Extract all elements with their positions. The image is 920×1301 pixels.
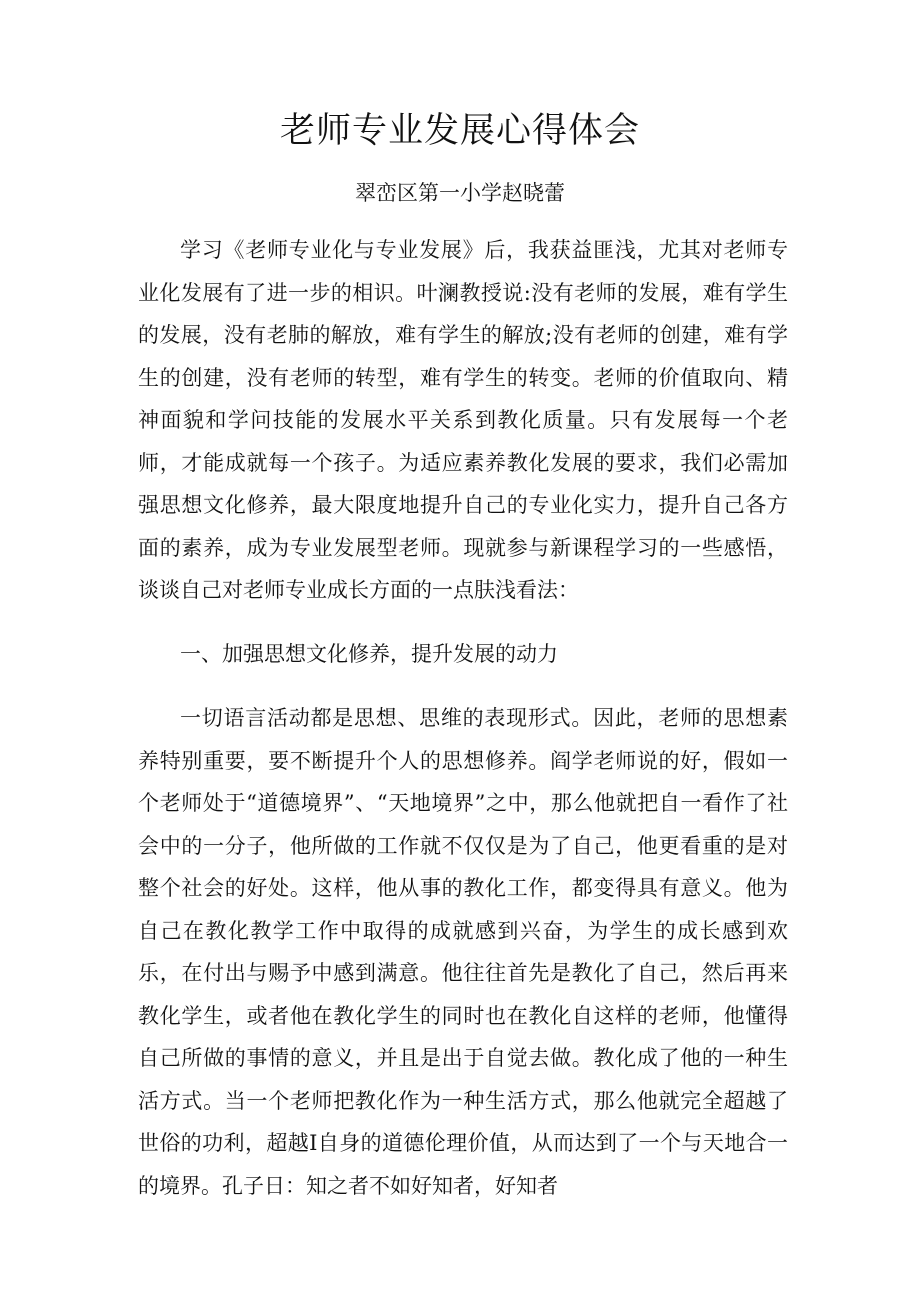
author-line: 翠峦区第一小学赵晓蕾 (355, 181, 565, 205)
paragraph-section-1: 一切语言活动都是思想、思维的表现形式。因此，老师的思想素养特别重要，要不断提升个人的思想修养。阎学老师说的好，假如一个老师处于“道德境界”、“天地境界”之中，那么他就把自一看作了社会中的一分子，他所做的工作就不仅仅是为了自己，他更看重的是对整个社会的好处。这样，他从事的教化工作，都变得具有意义。他为自己在教化教学工作中取得的成就感到兴奋，为学生的成长感到欢乐，在付出与赐予中感到满意。他往往首先是教化了自己，然后再来教化学生，或者他在教化学生的同时也在教化自这样的老师，他懂得自己所做的事情的意义，并且是出于自觉去做。教化成了他的一种生活方式。当一个老师把教化作为一种生活方式，那么他就完全超越了世俗的功利，超越I自身的道德伦理价值，从而达到了一个与天地合一的境界。孔子日：知之者不如好知者，好知者 (138, 706, 788, 1198)
paragraph-intro: 学习《老师专业化与专业发展》后，我获益匪浅，尤其对老师专业化发展有了进一步的相识。叶澜教授说:没有老师的发展，难有学生的发展，没有老肺的解放，难有学生的解放;没有老师的创建，难有学生的创建，没有老师的转型，难有学生的转变。老师的价值取向、精神面貌和学问技能的发展水平关系到教化质量。只有发展每一个老师，才能成就每一个孩子。为适应素养教化发展的要求，我们必需加强思想文化修养，最大限度地提升自己的专业化实力，提升自己各方面的素养，成为专业发展型老师。现就参与新课程学习的一些感悟，谈谈自己对老师专业成长方面的一点肤浅看法： (138, 238, 788, 602)
section-heading: 一、加强思想文化修养，提升发展的动力 (180, 642, 558, 666)
document-title: 老师专业发展心得体会 (279, 111, 640, 151)
